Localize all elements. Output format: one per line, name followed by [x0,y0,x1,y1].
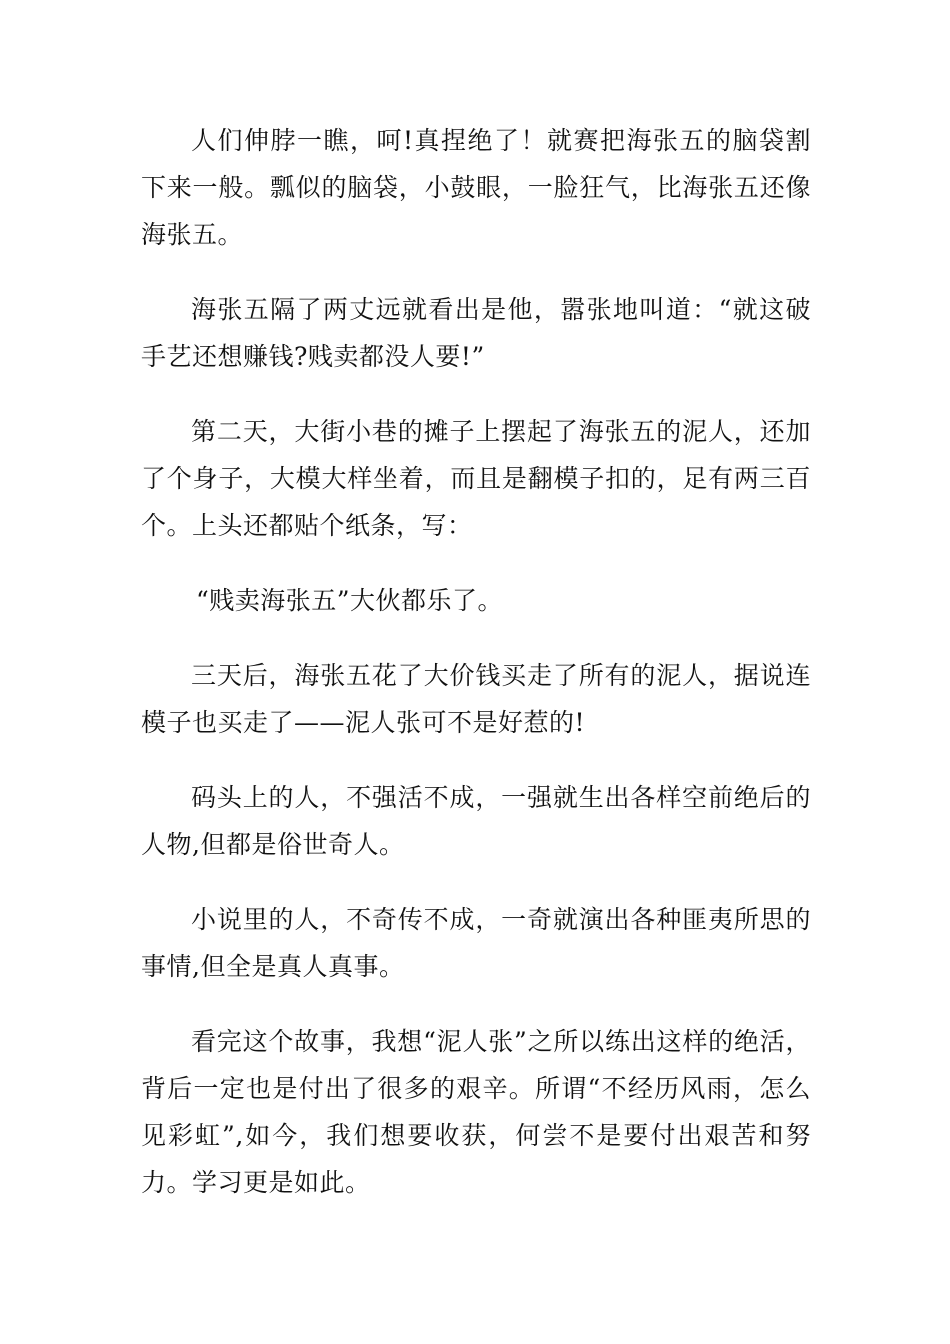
paragraph-1: 人们伸脖一瞧，呵!真捏绝了！就赛把海张五的脑袋割下来一般。瓢似的脑袋，小鼓眼，一脸狂气，比海张五还像海张五。 [141,126,811,249]
document-body [141,117,811,1234]
paragraph-8: 看完这个故事，我想“泥人张”之所以练出这样的绝活，背后一定也是付出了很多的艰辛。所谓“不经历风雨，怎么见彩虹”,如今，我们想要收获，何尝不是要付出艰苦和努力。学习更是如此。 [141,1027,811,1197]
paragraph-4: “贱卖海张五”大伙都乐了。 [196,586,504,615]
paragraph-3: 第二天，大街小巷的摊子上摆起了海张五的泥人，还加了个身子，大模大样坐着，而且是翻模子扣的，足有两三百个。上头还都贴个纸条，写： [141,417,811,540]
paragraph-6: 码头上的人，不强活不成，一强就生出各样空前绝后的人物,但都是俗世奇人。 [141,783,811,859]
paragraph-7: 小说里的人，不奇传不成，一奇就演出各种匪夷所思的事情,但全是真人真事。 [141,905,811,981]
paragraph-2: 海张五隔了两丈远就看出是他，嚣张地叫道：“就这破手艺还想赚钱?贱卖都没人要!” [141,295,811,371]
paragraph-5: 三天后，海张五花了大价钱买走了所有的泥人，据说连模子也买走了——泥人张可不是好惹的! [141,661,811,737]
